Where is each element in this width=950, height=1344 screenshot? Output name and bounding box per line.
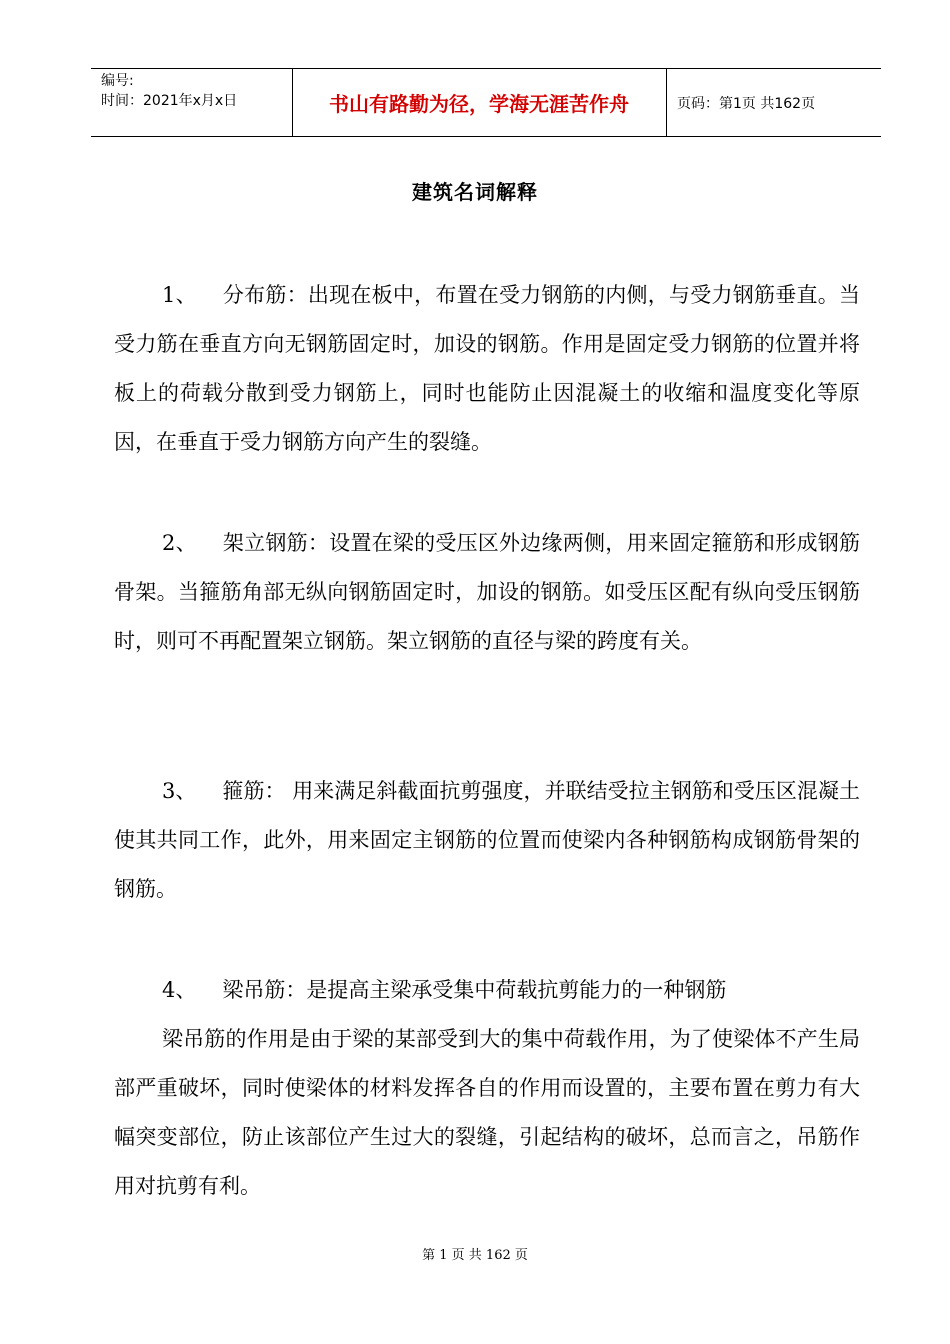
paragraph-4 [114, 966, 860, 1015]
paragraph-1 [114, 271, 860, 467]
serial-label: 编号: [101, 73, 134, 89]
header-motto: 书山有路勤为径，学海无涯苦作舟 [329, 92, 629, 116]
paragraph-3 [114, 767, 860, 914]
paragraph-2 [114, 519, 860, 666]
paragraph-number: 2、 [162, 531, 197, 555]
paragraph-number: 1、 [162, 283, 197, 307]
paragraph-number: 3、 [162, 779, 197, 803]
paragraph-text: 梁吊筋：是提高主梁承受集中荷载抗剪能力的一种钢筋 [222, 978, 727, 1002]
time-label: 时间：2021年x月x日 [101, 93, 238, 109]
header-page-info: 页码：第1页 共162页 [677, 95, 816, 112]
paragraph-text: 架立钢筋：设置在梁的受压区外边缘两侧，用来固定箍筋和形成钢筋骨架。当箍筋角部无纵向钢筋固定时，加设的钢筋。如受压区配有纵向受压钢筋时，则可不再配置架立钢筋。架立钢筋的直径与梁的跨度有关。 [114, 531, 860, 653]
page-footer: 第 1 页 共 162 页 [422, 1248, 528, 1263]
header-meta [91, 69, 291, 136]
paragraph-number: 4、 [162, 978, 197, 1002]
header-table [91, 68, 881, 137]
paragraph-text: 箍筋： 用来满足斜截面抗剪强度，并联结受拉主钢筋和受压区混凝土使其共同工作，此外，用来固定主钢筋的位置而使梁内各种钢筋构成钢筋骨架的钢筋。 [114, 779, 860, 901]
paragraph-continuation: 梁吊筋的作用是由于梁的某部受到大的集中荷载作用，为了使梁体不产生局部严重破坏，同时使梁体的材料发挥各自的作用而设置的，主要布置在剪力有大幅突变部位，防止该部位产生过大的裂缝，引起结构的破坏，总而言之，吊筋作用对抗剪有利。 [114, 1027, 860, 1198]
document-title: 建筑名词解释 [412, 180, 538, 204]
paragraph-text: 分布筋：出现在板中，布置在受力钢筋的内侧，与受力钢筋垂直。当受力筋在垂直方向无钢筋固定时，加设的钢筋。作用是固定受力钢筋的位置并将板上的荷载分散到受力钢筋上，同时也能防止因混凝土的收缩和温度变化等原因，在垂直于受力钢筋方向产生的裂缝。 [114, 283, 860, 454]
